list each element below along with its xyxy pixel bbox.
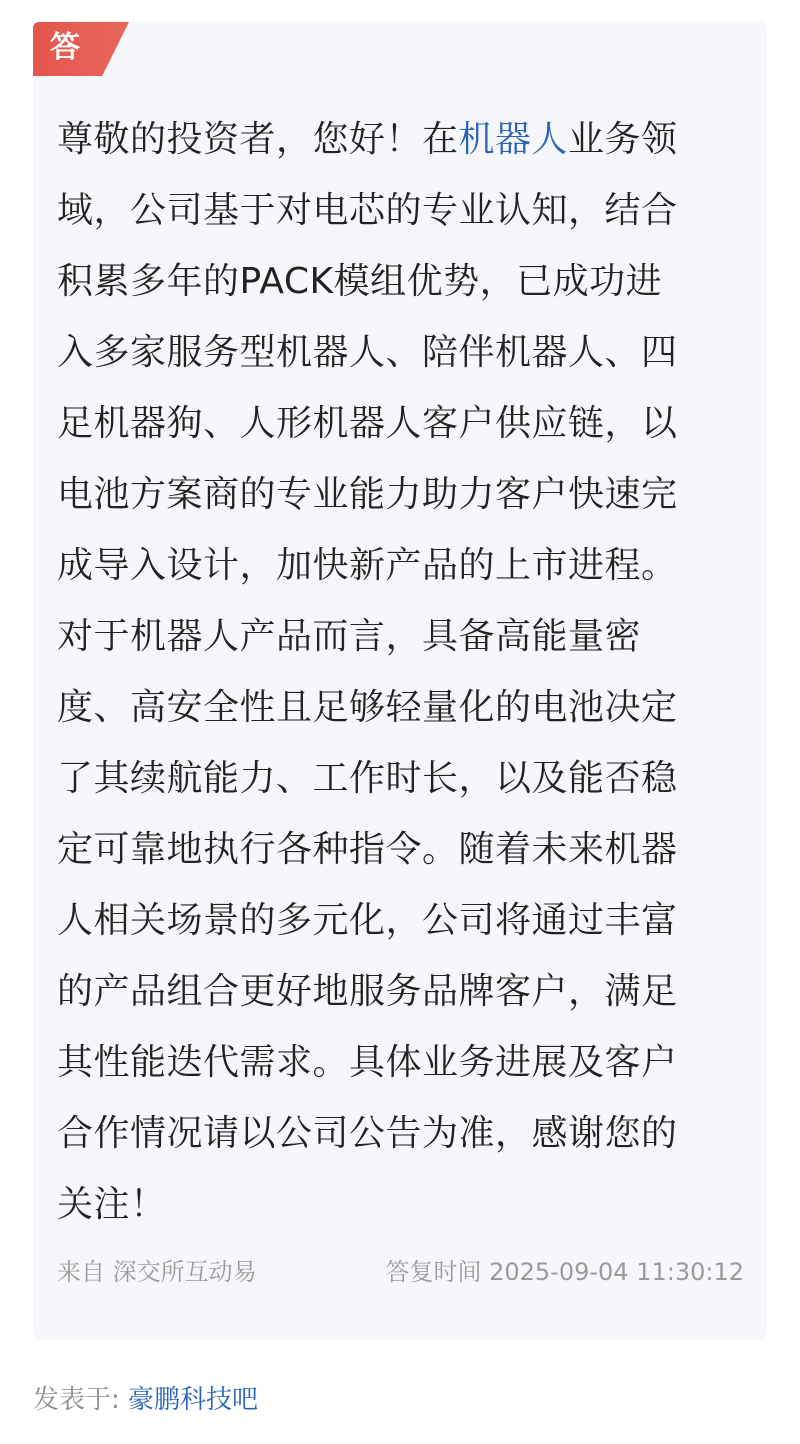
answer-line: 定可靠地执行各种指令。随着未来机器 [57, 829, 678, 870]
answer-line [57, 104, 747, 175]
answer-line: 足机器狗、人形机器人客户供应链，以 [57, 403, 678, 444]
forum-link[interactable]: 豪鹏科技吧 [128, 1385, 259, 1415]
answer-line: 关注！ [57, 1184, 167, 1225]
posted-in-footer [33, 1382, 258, 1418]
answer-line: 了其续航能力、工作时长，以及能否稳 [57, 758, 678, 799]
answer-text [57, 104, 747, 1240]
answer-line-text: 尊敬的投资者，您好！在 [57, 119, 459, 160]
answer-line: 域，公司基于对电芯的专业认知，结合 [57, 190, 678, 231]
answer-tag-label: 答 [50, 30, 80, 65]
answer-line: 电池方案商的专业能力助力客户快速完 [57, 474, 678, 515]
answer-line: 入多家服务型机器人、陪伴机器人、四 [57, 332, 678, 373]
answer-line-text: 业务领 [568, 119, 678, 160]
answer-line: 积累多年的PACK模组优势，已成功进 [57, 261, 663, 302]
answer-line: 其性能迭代需求。具体业务进展及客户 [57, 1042, 678, 1083]
answer-source: 来自 深交所互动易 [57, 1258, 257, 1286]
answer-line: 的产品组合更好地服务品牌客户，满足 [57, 971, 678, 1012]
answer-line: 成导入设计，加快新产品的上市进程。 [57, 545, 678, 586]
answer-line: 对于机器人产品而言，具备高能量密 [57, 616, 642, 657]
keyword-link-robot[interactable]: 机器人 [458, 119, 569, 160]
reply-timestamp: 答复时间 2025-09-04 11:30:12 [385, 1258, 744, 1286]
answer-line: 人相关场景的多元化，公司将通过丰富 [57, 900, 678, 941]
answer-line: 合作情况请以公司公告为准，感谢您的 [57, 1113, 678, 1154]
answer-line: 度、高安全性且足够轻量化的电池决定 [57, 687, 678, 728]
posted-in-label: 发表于: [33, 1385, 129, 1415]
